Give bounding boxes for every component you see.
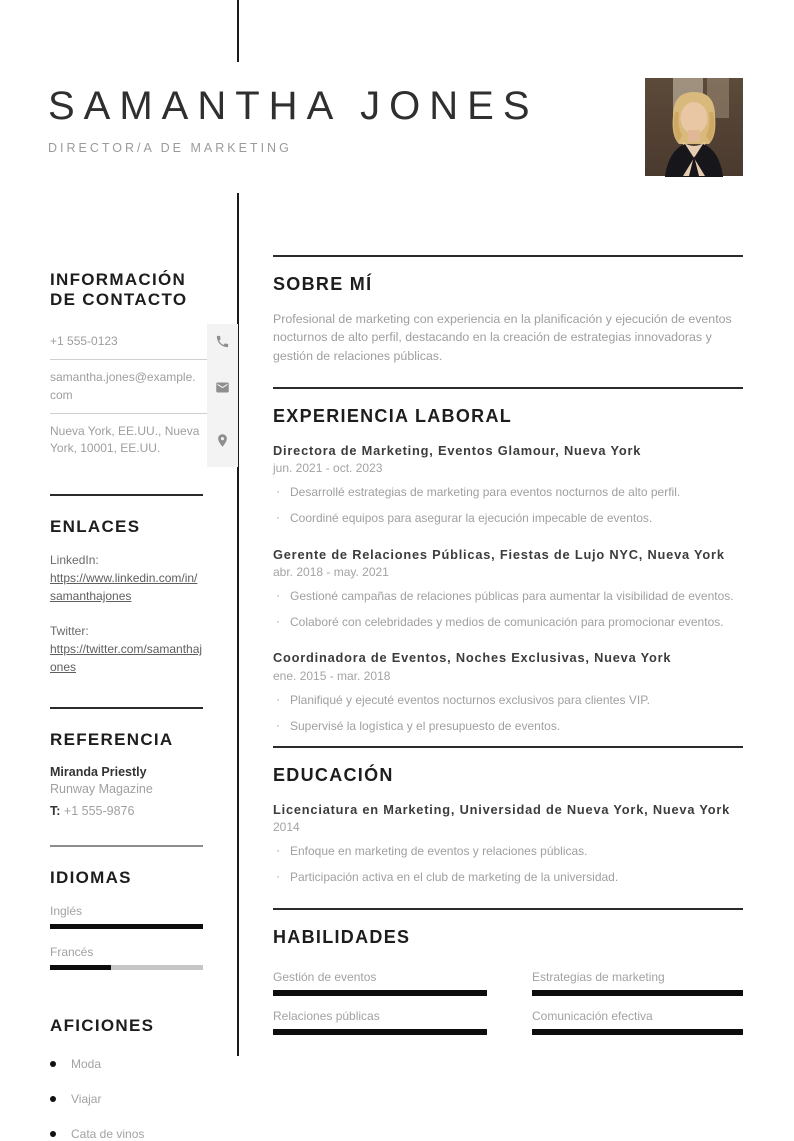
job-list xyxy=(273,442,743,735)
reference-heading: REFERENCIA xyxy=(50,730,174,750)
address-value: Nueva York, EE.UU., Nueva York, 10001, EE.UU. xyxy=(50,423,200,456)
skill-level-track xyxy=(532,990,743,996)
hobby-list xyxy=(50,1057,238,1141)
language-level-track xyxy=(50,924,203,929)
skill-level-bar xyxy=(532,990,743,996)
bullet-dot-icon: · xyxy=(276,509,280,524)
linkedin-url[interactable]: https://www.linkedin.com/in/samanthajones xyxy=(50,571,198,604)
rule-skills xyxy=(273,908,743,910)
degree-year: 2014 xyxy=(273,820,300,835)
mail-icon xyxy=(207,360,238,414)
about-heading: SOBRE MÍ xyxy=(273,274,373,294)
skill-label: Estrategias de marketing xyxy=(532,970,665,985)
language-level-track xyxy=(50,965,203,970)
skills-grid xyxy=(273,970,743,1035)
education-bullets xyxy=(273,843,743,886)
experience-heading: EXPERIENCIA LABORAL xyxy=(273,406,513,427)
reference-phone-label: T: xyxy=(50,803,61,818)
job-bullets xyxy=(273,484,743,527)
contact-row-email xyxy=(50,360,238,414)
hobby-item xyxy=(50,1092,238,1106)
rule-education xyxy=(273,746,743,748)
bullet-dot-icon xyxy=(50,1061,56,1067)
bullet-item xyxy=(273,588,743,605)
bullet-text: Planifiqué y ejecuté eventos nocturnos exclusivos para clientes VIP. xyxy=(290,692,650,707)
linkedin-label: LinkedIn: xyxy=(50,553,99,568)
skill-item xyxy=(273,970,487,996)
link-twitter xyxy=(50,622,203,676)
hobby-label: Viajar xyxy=(71,1092,102,1107)
divider-top xyxy=(237,0,239,62)
phone-value: +1 555-0123 xyxy=(50,324,207,360)
skill-level-bar xyxy=(532,1029,743,1035)
bullet-text: Participación activa en el club de marketing de la universidad. xyxy=(290,869,619,884)
language-item-english xyxy=(50,904,203,929)
reference-name: Miranda Priestly xyxy=(50,764,147,779)
skill-item xyxy=(532,1009,743,1035)
twitter-label: Twitter: xyxy=(50,624,89,639)
job-title: Gerente de Relaciones Públicas, Fiestas de Lujo NYC, Nueva York xyxy=(273,546,725,562)
bullet-item xyxy=(273,843,743,860)
language-level-bar xyxy=(50,924,203,929)
hobby-item xyxy=(50,1127,238,1141)
bullet-text: Supervisé la logística y el presupuesto de eventos. xyxy=(290,718,561,733)
contact-heading: INFORMACIÓN DE CONTACTO xyxy=(50,270,188,310)
skill-label: Gestión de eventos xyxy=(273,970,377,985)
bullet-dot-icon: · xyxy=(276,717,280,732)
candidate-title: DIRECTOR/A DE MARKETING xyxy=(48,141,292,155)
skill-level-bar xyxy=(273,990,487,996)
bullet-dot-icon: · xyxy=(276,691,280,706)
skill-label: Comunicación efectiva xyxy=(532,1009,653,1024)
skills-heading: HABILIDADES xyxy=(273,926,411,947)
degree-title: Licenciatura en Marketing, Universidad de Nueva York, Nueva York xyxy=(273,801,731,817)
reference-company: Runway Magazine xyxy=(50,782,153,797)
job-bullets xyxy=(273,692,743,735)
rule-before-links xyxy=(50,494,203,496)
rule-about xyxy=(273,255,743,257)
job-dates: ene. 2015 - mar. 2018 xyxy=(273,668,391,683)
skill-level-bar xyxy=(273,1029,487,1035)
hobby-label: Cata de vinos xyxy=(71,1127,145,1141)
bullet-item xyxy=(273,692,743,709)
bullet-text: Colaboré con celebridades y medios de comunicación para promocionar eventos. xyxy=(290,614,724,629)
bullet-dot-icon: · xyxy=(276,843,280,858)
profile-photo-illustration xyxy=(645,78,743,176)
phone-icon xyxy=(207,324,238,360)
bullet-text: Gestioné campañas de relaciones públicas para aumentar la visibilidad de eventos. xyxy=(290,588,734,603)
job-dates: jun. 2021 - oct. 2023 xyxy=(273,460,383,475)
bullet-dot-icon: · xyxy=(276,868,280,883)
location-icon xyxy=(207,414,238,467)
skill-level-track xyxy=(273,990,487,996)
job-title: Coordinadora de Eventos, Noches Exclusivas, Nueva York xyxy=(273,650,672,666)
job-entry xyxy=(273,546,743,631)
email-value: samantha.jones@example.com xyxy=(50,360,207,414)
hobby-item xyxy=(50,1057,238,1071)
bullet-dot-icon: · xyxy=(276,613,280,628)
twitter-url[interactable]: https://twitter.com/samanthajones xyxy=(50,642,203,675)
language-item-french xyxy=(50,945,203,970)
bullet-item xyxy=(273,510,743,527)
bullet-text: Coordiné equipos para asegurar la ejecución impecable de eventos. xyxy=(290,510,653,525)
link-linkedin xyxy=(50,551,203,605)
language-level-bar xyxy=(50,965,111,970)
job-entry xyxy=(273,649,743,734)
about-text: Profesional de marketing con experiencia en la planificación y ejecución de eventos nocturnos de alto perfil, destacando en la creación de estrategias innovadoras y gestión de relaciones públicas. xyxy=(273,311,732,364)
bullet-item xyxy=(273,614,743,631)
candidate-name: SAMANTHA JONES xyxy=(48,84,539,128)
left-column xyxy=(50,270,238,1141)
hobby-label: Moda xyxy=(71,1057,102,1072)
contact-row-phone xyxy=(50,324,238,360)
skill-level-track xyxy=(273,1029,487,1035)
hobbies-heading: AFICIONES xyxy=(50,1015,155,1035)
skill-level-track xyxy=(532,1029,743,1035)
skill-item xyxy=(273,1009,487,1035)
education-heading: EDUCACIÓN xyxy=(273,765,394,786)
job-title: Directora de Marketing, Eventos Glamour, Nueva York xyxy=(273,442,642,458)
bullet-dot-icon xyxy=(50,1096,56,1102)
reference-phone-value: +1 555-9876 xyxy=(63,803,135,818)
skill-label: Relaciones públicas xyxy=(273,1009,380,1024)
bullet-dot-icon: · xyxy=(276,587,280,602)
job-bullets xyxy=(273,588,743,631)
bullet-item xyxy=(273,869,743,886)
bullet-text: Enfoque en marketing de eventos y relaciones públicas. xyxy=(290,844,588,859)
job-entry xyxy=(273,442,743,527)
header xyxy=(48,84,608,155)
education-entry xyxy=(273,801,743,886)
bullet-item xyxy=(273,484,743,501)
bullet-dot-icon xyxy=(50,1131,56,1137)
profile-photo xyxy=(645,78,743,176)
languages-heading: IDIOMAS xyxy=(50,867,132,887)
job-dates: abr. 2018 - may. 2021 xyxy=(273,564,389,579)
rule-before-reference xyxy=(50,707,203,709)
links-heading: ENLACES xyxy=(50,516,141,536)
reference-phone xyxy=(50,804,238,818)
skill-item xyxy=(532,970,743,996)
language-name: Inglés xyxy=(50,903,83,918)
bullet-dot-icon: · xyxy=(276,483,280,498)
contact-row-address xyxy=(50,414,238,467)
contact-list xyxy=(50,324,238,467)
right-column xyxy=(273,255,743,1035)
bullet-item xyxy=(273,718,743,735)
rule-experience xyxy=(273,387,743,389)
rule-before-languages xyxy=(50,845,203,847)
bullet-text: Desarrollé estrategias de marketing para eventos nocturnos de alto perfil. xyxy=(290,484,681,499)
language-name: Francés xyxy=(50,944,94,959)
